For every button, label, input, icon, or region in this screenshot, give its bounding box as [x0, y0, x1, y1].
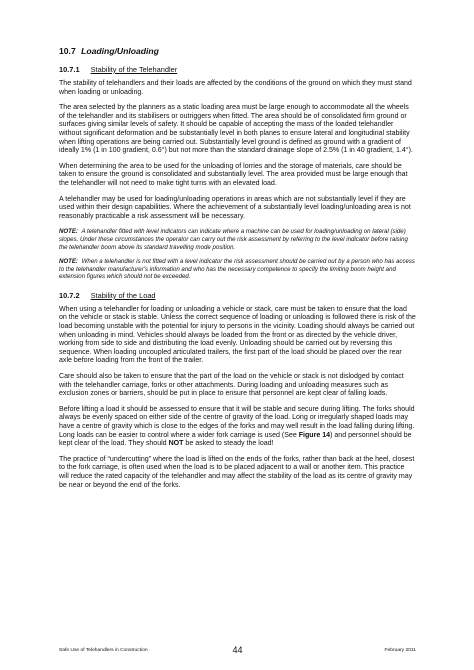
section-title: Loading/Unloading [81, 46, 159, 56]
note-label: NOTE: [59, 258, 78, 266]
paragraph: Care should also be taken to ensure that the part of the load on the vehicle or stack is not dislodged by contact with the telehandler carriage, forks or other attachments. During loading and unloading measures such as exclusion zones or barriers, should be put in place to ensure that personnel are kept clear of falling loads. [59, 373, 404, 398]
paragraph: When determining the area to be used for the unloading of lorries and the storage of materials, care should be taken to ensure the ground is consolidated and substantially level. The area provided must be large enough that the telehandler will not need to make tight turns with an elevated load. [59, 162, 408, 187]
note-text: A telehandler fitted with level indicators can indicate where a machine can be used for loading/unloading on lateral (side) slopes. Under these circumstances the operator can carry out the risk assessment by referring to the level indicator before raising the telehandler boom above its standard travelling mode position. [59, 228, 408, 251]
subsection-heading-1 [59, 65, 416, 74]
section-heading [59, 46, 416, 57]
paragraph [59, 406, 416, 449]
subsection-number: 10.7.1 [59, 65, 80, 74]
note [59, 258, 416, 281]
paragraph: When using a telehandler for loading or unloading a vehicle or stack, care must be taken to ensure that the load on the vehicle or stack is stable. Unless the correct sequence of loading or unloading is followed there is risk of the load becoming unstable with the potential for injury to persons in the vicinity. Loading should always be carried out when unloading in mind. Vehicles should always be loaded from the front or as directed by the vehicle driver, working from side to side and distributing the load evenly. Unloading should be carried out by reversing this sequence. When loading uncoupled articulated trailers, the first part of the load should be placed over the rear axle before loading from the front of the trailer. [59, 305, 416, 365]
note-label: NOTE: [59, 228, 78, 236]
paragraph: The area selected by the planners as a static loading area must be large enough to accommodate all the wheels of the telehandler and its stabilisers or outriggers when fitted. The area should be of consolidated firm ground or surfaces giving similar levels of safety. It should be capable of accepting the mass of the loaded telehandler without significant deformation and be substantially level in both planes to ensure lateral and longitudinal stability when lifting operations are being carried out. Substantially level ground is defined as ground with a gradient of ideally 1% (1 in 100 gradient, 0.6°) but not more than the standard drainage slope of 2.5% (1 in 40 gradient, 1.4°). [59, 104, 413, 155]
page-content [59, 46, 416, 497]
note-text: When a telehandler is not fitted with a level indicator the risk assessment should be carried out by a person who has access to the telehandler manufacturer's information and who has the necessary competence to specify the limiting boom height and extension figures which should not be exceeded. [59, 258, 415, 281]
paragraph-text: ) and personnel should be kept clear of the load. They should [59, 431, 412, 448]
note [59, 228, 416, 251]
paragraph-text: Before lifting a load it should be assessed to ensure that it will be stable and secure during lifting. The forks should always be evenly spaced on either side of the centre of gravity of the load. Long or irregularly shaped loads may have a centre of gravity which is close to the edges of the forks and may well result in the load falling during lifting. Long loads can be easier to control where a wider fork carriage is used (See [59, 405, 415, 439]
subsection-number: 10.7.2 [59, 290, 80, 300]
paragraph-text: be asked to steady the load! [183, 440, 274, 448]
paragraph: The stability of telehandlers and their loads are affected by the conditions of the ground on which they must stand when loading or unloading. [59, 80, 412, 96]
subsection-title: Stability of the Telehandler [90, 65, 178, 74]
emphasis-not: NOT [168, 440, 184, 448]
subsection-heading-2 [59, 291, 416, 300]
section-number: 10.7 [59, 46, 76, 56]
paragraph: The practice of “undercutting” where the load is lifted on the ends of the forks, rather than back at the heel, closest to the fork carriage, is often used when the load is to be placed adjacent to a wall or another item. This practice will reduce the rated capacity of the telehandler and may affect the stability of the load as its centre of gravity may be near or beyond the end of the forks. [59, 455, 415, 489]
page-number: 44 [232, 645, 243, 655]
footer-date: February 2011 [384, 648, 416, 653]
page-footer [59, 646, 416, 658]
footer-document-title: Safe Use of Telehandlers in Construction [59, 648, 148, 653]
figure-reference-link[interactable]: Figure 14 [298, 431, 331, 439]
paragraph: A telehandler may be used for loading/unloading operations in areas which are not substantially level if they are used within their design capabilities. Where the achievement of a substantially level loading/unloading area is not reasonably practicable a risk assessment will be necessary. [59, 195, 411, 220]
subsection-title: Stability of the Load [90, 290, 156, 300]
